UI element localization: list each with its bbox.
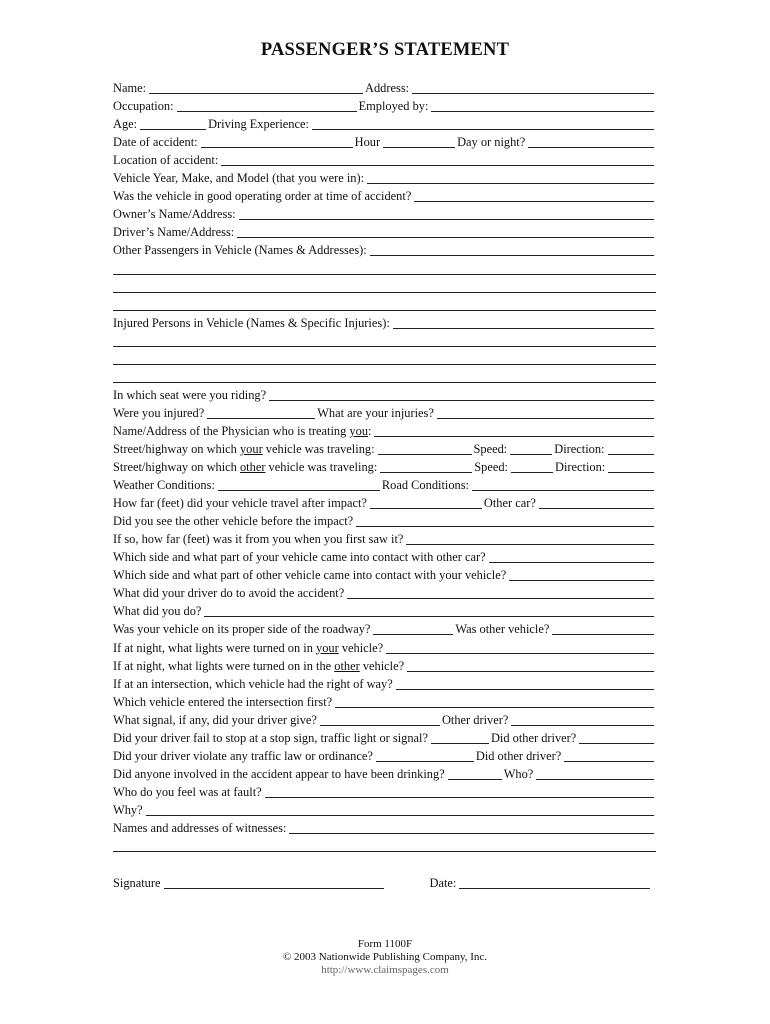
seat-field[interactable] bbox=[269, 389, 654, 401]
fault-row bbox=[113, 782, 656, 800]
seat-label: In which seat were you riding? bbox=[113, 387, 267, 402]
occupation-field[interactable] bbox=[177, 100, 357, 112]
physician-label-text: Name/Address of the Physician who is treating bbox=[113, 423, 350, 438]
physician-label bbox=[113, 424, 371, 439]
fail-stop-row bbox=[113, 728, 656, 746]
other-passengers-extra-field[interactable] bbox=[113, 263, 656, 275]
other-driver-field[interactable] bbox=[511, 714, 654, 726]
why-label: Why? bbox=[113, 802, 143, 817]
lights-your-label-text: If at night, what lights were turned on in bbox=[113, 640, 317, 655]
entered-first-row bbox=[113, 692, 656, 710]
street-other-label-text: Street/highway on which bbox=[113, 460, 240, 475]
signal-label: What signal, if any, did your driver give? bbox=[113, 712, 317, 727]
what-injuries-field[interactable] bbox=[437, 407, 654, 419]
violate-label: Did your driver violate any traffic law or ordinance? bbox=[113, 748, 373, 763]
good-order-field[interactable] bbox=[414, 190, 654, 202]
driver-row bbox=[113, 222, 656, 240]
copyright: © 2003 Nationwide Publishing Company, Inc. bbox=[282, 951, 488, 963]
driver-label: Driver’s Name/Address: bbox=[113, 225, 235, 240]
fail-stop-label: Did your driver fail to stop at a stop sign, traffic light or signal? bbox=[113, 730, 428, 745]
physician-field[interactable] bbox=[374, 425, 654, 437]
see-other-row bbox=[113, 511, 656, 529]
name-address-row bbox=[113, 78, 656, 96]
name-field[interactable] bbox=[149, 82, 363, 94]
how-far-travel-label: How far (feet) did your vehicle travel after impact? bbox=[113, 496, 367, 511]
injured-row bbox=[113, 403, 656, 421]
entered-first-label: Which vehicle entered the intersection first? bbox=[113, 694, 333, 709]
age-row bbox=[113, 114, 656, 132]
drinking-label: Did anyone involved in the accident appear to have been drinking? bbox=[113, 766, 445, 781]
which-side-other-row bbox=[113, 565, 656, 583]
injured-persons-line bbox=[113, 331, 656, 349]
road-label: Road Conditions: bbox=[381, 478, 469, 493]
speed2-label: Speed: bbox=[474, 460, 509, 475]
how-far-first-field[interactable] bbox=[406, 533, 654, 545]
which-side-other-field[interactable] bbox=[509, 569, 654, 581]
physician-label-underlined: you bbox=[349, 423, 369, 438]
driver-field[interactable] bbox=[237, 226, 654, 238]
why-field[interactable] bbox=[146, 804, 654, 816]
other-passengers-field[interactable] bbox=[370, 244, 654, 256]
street-other-label-end: vehicle was traveling: bbox=[265, 460, 378, 475]
physician-row bbox=[113, 421, 656, 439]
date-label: Date: bbox=[429, 876, 457, 890]
occupation-label: Occupation: bbox=[113, 99, 174, 114]
conditions-row bbox=[113, 475, 656, 493]
lights-other-label-end: vehicle? bbox=[359, 658, 405, 673]
direction2-field[interactable] bbox=[608, 461, 654, 473]
avoid-row bbox=[113, 583, 656, 601]
employed-by-label: Employed by: bbox=[358, 99, 429, 114]
day-or-night-label: Day or night? bbox=[457, 135, 526, 150]
other-passengers-label: Other Passengers in Vehicle (Names & Addresses): bbox=[113, 243, 367, 258]
lights-other-label-text: If at night, what lights were turned on in the bbox=[113, 658, 335, 673]
owner-label: Owner’s Name/Address: bbox=[113, 207, 236, 222]
vehicle-field[interactable] bbox=[367, 172, 654, 184]
location-field[interactable] bbox=[221, 154, 654, 166]
street-other-field[interactable] bbox=[380, 461, 472, 473]
other-passengers-line bbox=[113, 295, 656, 313]
injured-persons-label: Injured Persons in Vehicle (Names & Specific Injuries): bbox=[113, 315, 390, 330]
what-injuries-label: What are your injuries? bbox=[317, 405, 434, 420]
how-far-travel-field[interactable] bbox=[370, 497, 482, 509]
witnesses-extra-field[interactable] bbox=[113, 840, 656, 852]
injured-persons-extra-field[interactable] bbox=[113, 335, 656, 347]
street-other-row bbox=[113, 457, 656, 475]
signal-row bbox=[113, 710, 656, 728]
signature-field[interactable] bbox=[164, 877, 384, 889]
lights-other-row bbox=[113, 656, 656, 674]
were-injured-label: Were you injured? bbox=[113, 405, 205, 420]
did-other-driver2-field[interactable] bbox=[564, 750, 654, 762]
which-side-other-label: Which side and what part of other vehicle came into contact with your vehicle? bbox=[113, 568, 507, 583]
lights-your-label-underlined: your bbox=[316, 640, 339, 655]
how-far-first-label: If so, how far (feet) was it from you when you first saw it? bbox=[113, 532, 404, 547]
injured-persons-extra-field[interactable] bbox=[113, 353, 656, 365]
was-other-field[interactable] bbox=[552, 623, 654, 635]
direction-field[interactable] bbox=[608, 443, 655, 455]
age-label: Age: bbox=[113, 117, 138, 132]
other-passengers-row bbox=[113, 240, 656, 258]
see-other-label: Did you see the other vehicle before the impact? bbox=[113, 514, 354, 529]
signature-row bbox=[113, 876, 656, 891]
owner-field[interactable] bbox=[239, 208, 654, 220]
direction2-label: Direction: bbox=[555, 460, 606, 475]
right-of-way-field[interactable] bbox=[396, 678, 654, 690]
see-other-field[interactable] bbox=[356, 515, 654, 527]
lights-other-label-underlined: other bbox=[334, 658, 360, 673]
street-other-label-underlined: other bbox=[239, 460, 266, 475]
speed-field[interactable] bbox=[510, 443, 552, 455]
other-car-label: Other car? bbox=[483, 496, 536, 511]
right-of-way-row bbox=[113, 674, 656, 692]
other-driver-label: Other driver? bbox=[441, 712, 509, 727]
owner-row bbox=[113, 204, 656, 222]
address-field[interactable] bbox=[412, 82, 654, 94]
other-car-field[interactable] bbox=[539, 497, 654, 509]
did-other-driver2-label: Did other driver? bbox=[475, 748, 562, 763]
driving-experience-field[interactable] bbox=[312, 118, 654, 130]
vehicle-label: Vehicle Year, Make, and Model (that you were in): bbox=[113, 171, 365, 186]
proper-side-field[interactable] bbox=[373, 623, 453, 635]
weather-field[interactable] bbox=[218, 479, 380, 491]
what-did-you-do-field[interactable] bbox=[204, 605, 654, 617]
day-or-night-field[interactable] bbox=[528, 136, 654, 148]
direction-label: Direction: bbox=[554, 441, 605, 456]
right-of-way-label: If at an intersection, which vehicle had the right of way? bbox=[113, 676, 393, 691]
who-field[interactable] bbox=[536, 768, 654, 780]
travel-row bbox=[113, 493, 656, 511]
speed2-field[interactable] bbox=[511, 461, 553, 473]
fault-label: Who do you feel was at fault? bbox=[113, 784, 262, 799]
date-of-accident-field[interactable] bbox=[201, 136, 353, 148]
location-label: Location of accident: bbox=[113, 153, 219, 168]
street-your-row bbox=[113, 439, 656, 457]
witnesses-line bbox=[113, 836, 656, 854]
witnesses-row bbox=[113, 818, 656, 836]
did-other-driver-label: Did other driver? bbox=[490, 730, 577, 745]
were-injured-field[interactable] bbox=[207, 407, 315, 419]
name-label: Name: bbox=[113, 81, 147, 96]
street-your-label-end: vehicle was traveling: bbox=[262, 441, 375, 456]
witnesses-label: Names and addresses of witnesses: bbox=[113, 820, 287, 835]
what-did-you-do-row bbox=[113, 601, 656, 619]
address-label: Address: bbox=[365, 81, 410, 96]
footer-url[interactable]: http://www.claimspages.com bbox=[321, 964, 449, 976]
avoid-label: What did your driver do to avoid the accident? bbox=[113, 586, 345, 601]
hour-field[interactable] bbox=[383, 136, 455, 148]
which-side-yours-label: Which side and what part of your vehicle came into contact with other car? bbox=[113, 550, 486, 565]
lights-other-field[interactable] bbox=[407, 660, 654, 672]
road-field[interactable] bbox=[472, 479, 654, 491]
violate-field[interactable] bbox=[376, 750, 474, 762]
other-passengers-line bbox=[113, 258, 656, 276]
which-side-yours-row bbox=[113, 547, 656, 565]
other-passengers-extra-field[interactable] bbox=[113, 299, 656, 311]
other-passengers-line bbox=[113, 277, 656, 295]
good-order-row bbox=[113, 186, 656, 204]
street-your-field[interactable] bbox=[378, 443, 472, 455]
injured-persons-line bbox=[113, 367, 656, 385]
driving-experience-label: Driving Experience: bbox=[208, 117, 309, 132]
violate-row bbox=[113, 746, 656, 764]
age-field[interactable] bbox=[140, 118, 206, 130]
employed-by-field[interactable] bbox=[431, 100, 654, 112]
was-other-label: Was other vehicle? bbox=[455, 622, 550, 637]
who-label: Who? bbox=[503, 766, 534, 781]
injured-persons-field[interactable] bbox=[393, 317, 654, 329]
proper-side-label: Was your vehicle on its proper side of the roadway? bbox=[113, 622, 371, 637]
street-your-label bbox=[113, 442, 375, 457]
lights-your-field[interactable] bbox=[386, 642, 654, 654]
occupation-row bbox=[113, 96, 656, 114]
proper-side-row bbox=[113, 619, 656, 637]
signal-field[interactable] bbox=[320, 714, 440, 726]
hour-label: Hour bbox=[354, 135, 381, 150]
what-did-you-do-label: What did you do? bbox=[113, 604, 202, 619]
entered-first-field[interactable] bbox=[335, 696, 654, 708]
good-order-label: Was the vehicle in good operating order at time of accident? bbox=[113, 189, 412, 204]
street-other-label bbox=[113, 460, 377, 475]
avoid-field[interactable] bbox=[347, 587, 654, 599]
weather-label: Weather Conditions: bbox=[113, 478, 215, 493]
other-passengers-extra-field[interactable] bbox=[113, 281, 656, 293]
page-title: PASSENGER’S STATEMENT bbox=[260, 40, 510, 60]
footer bbox=[0, 938, 770, 977]
fail-stop-field[interactable] bbox=[431, 732, 489, 744]
lights-other-label bbox=[113, 659, 404, 674]
street-your-label-underlined: your bbox=[239, 441, 263, 456]
seat-row bbox=[113, 385, 656, 403]
fault-field[interactable] bbox=[265, 786, 654, 798]
lights-your-label-end: vehicle? bbox=[338, 640, 384, 655]
drinking-field[interactable] bbox=[448, 768, 502, 780]
drinking-row bbox=[113, 764, 656, 782]
injured-persons-line bbox=[113, 349, 656, 367]
signature-label: Signature bbox=[113, 876, 161, 890]
statement-form bbox=[113, 78, 656, 854]
lights-your-row bbox=[113, 637, 656, 655]
lights-your-label bbox=[113, 641, 383, 656]
form-number: Form 1100F bbox=[357, 938, 413, 950]
physician-label-end: : bbox=[368, 423, 372, 438]
location-row bbox=[113, 150, 656, 168]
date-of-accident-label: Date of accident: bbox=[113, 135, 198, 150]
injured-persons-extra-field[interactable] bbox=[113, 371, 656, 383]
which-side-yours-field[interactable] bbox=[489, 551, 654, 563]
why-row bbox=[113, 800, 656, 818]
witnesses-field[interactable] bbox=[289, 822, 654, 834]
how-far-first-row bbox=[113, 529, 656, 547]
date-field[interactable] bbox=[459, 877, 650, 889]
speed-label: Speed: bbox=[473, 441, 508, 456]
street-your-label-text: Street/highway on which bbox=[113, 441, 240, 456]
injured-persons-row bbox=[113, 313, 656, 331]
did-other-driver-field[interactable] bbox=[579, 732, 654, 744]
vehicle-row bbox=[113, 168, 656, 186]
date-row bbox=[113, 132, 656, 150]
